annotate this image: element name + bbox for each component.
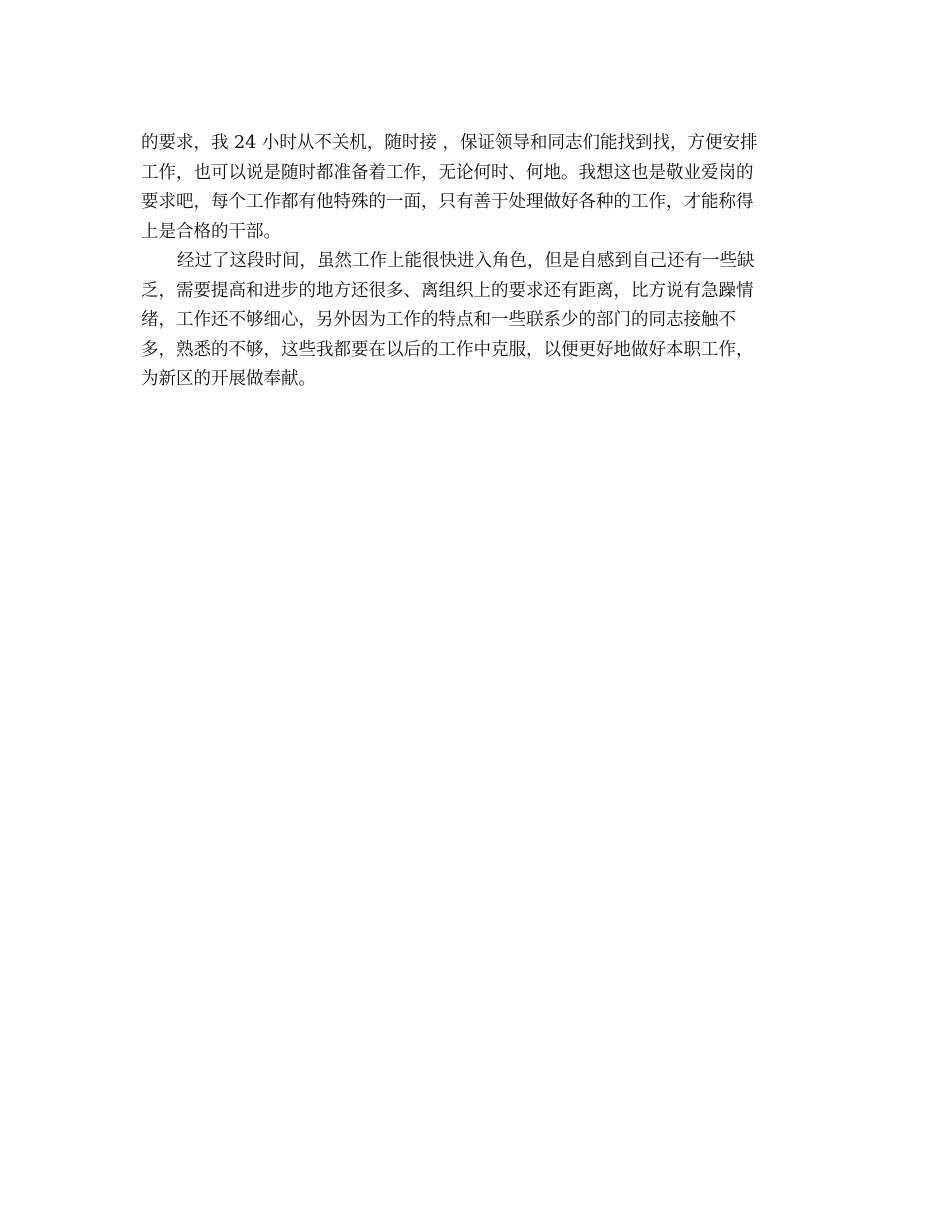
text-line: 上是合格的干部。 [141, 221, 281, 242]
text-line: 为新区的开展做奉献。 [141, 369, 316, 389]
text-line: 绪，工作还不够细心，另外因为工作的特点和一些联系少的部门的同志接触不 [141, 310, 736, 330]
paragraph-2 [141, 247, 821, 395]
paragraph-1 [141, 129, 821, 247]
text-line: 多，熟悉的不够，这些我都要在以后的工作中克服，以便更好地做好本职工作， [141, 339, 754, 360]
text-line: 工作，也可以说是随时都准备着工作，无论何时、何地。我想这也是敬业爱岗的 [141, 162, 754, 183]
text-line: 乏，需要提高和进步的地方还很多、离组织上的要求还有距离，比方说有急躁情 [141, 280, 754, 301]
document-body [141, 129, 821, 395]
text-line: 的要求，我 24 小时从不关机，随时接 ，保证领导和同志们能找到找，方便安排 [141, 133, 758, 153]
text-line: 经过了这段时间，虽然工作上能很快进入角色，但是自感到自己还有一些缺 [177, 251, 755, 271]
text-line: 要求吧，每个工作都有他特殊的一面，只有善于处理做好各种的工作，才能称得 [141, 192, 754, 212]
